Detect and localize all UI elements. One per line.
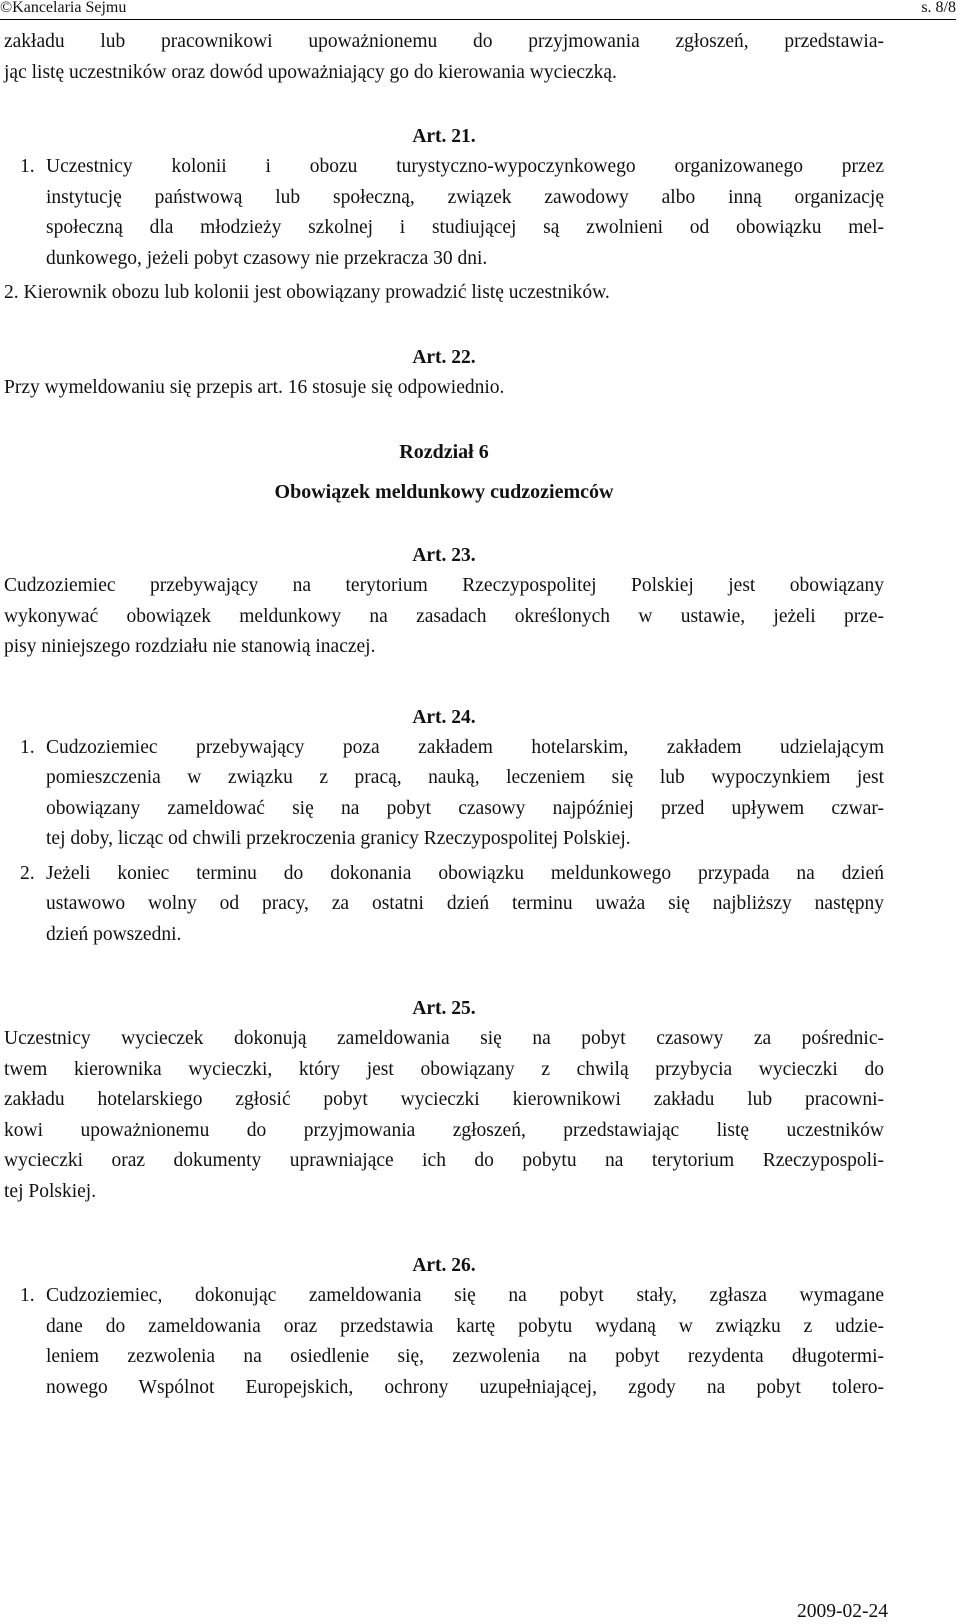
text-line: tej doby, licząc od chwili przekroczenia granicy Rzeczypospolitej Polskiej. bbox=[46, 828, 631, 849]
text-line: tej Polskiej. bbox=[4, 1180, 97, 1202]
footer-date: 2009-02-24 bbox=[797, 1601, 888, 1622]
header-page-number: s. 8/8 bbox=[921, 0, 956, 16]
paragraph-number: 2. bbox=[4, 282, 19, 303]
text-line: Cudzoziemiec przebywający poza zakładem hotelarskim, zakładem udzielającym bbox=[46, 736, 884, 758]
paragraph-number: 1. bbox=[20, 156, 35, 177]
paragraph-number: 1. bbox=[20, 736, 35, 758]
article-22-text bbox=[4, 373, 884, 404]
article-24-paragraph-2 bbox=[4, 859, 884, 951]
article-heading: Art. 23. bbox=[412, 545, 476, 566]
paragraph-number: 2. bbox=[20, 862, 35, 884]
article-heading: Art. 24. bbox=[412, 706, 476, 728]
article-21-paragraph-1 bbox=[4, 152, 884, 274]
header-rule bbox=[0, 19, 956, 20]
chapter-title: Obowiązek meldunkowy cudzoziemców bbox=[274, 481, 614, 503]
text-line: leniem zezwolenia na osiedlenie się, zezwolenia na pobyt rezydenta długotermi- bbox=[46, 1346, 884, 1367]
text-line: dzień powszedni. bbox=[46, 923, 182, 945]
text-line: zakładu hotelarskiego zgłosić pobyt wycieczki kierownikowi zakładu lub pracowni- bbox=[4, 1089, 884, 1110]
text-line: dane do zameldowania oraz przedstawia kartę pobytu wydaną w związku z udzie- bbox=[46, 1315, 884, 1337]
text-line: obowiązany zameldować się na pobyt czasowy najpóźniej przed upływem czwar- bbox=[46, 797, 884, 819]
article-heading: Art. 22. bbox=[412, 346, 476, 368]
text-line: Przy wymeldowaniu się przepis art. 16 stosuje się odpowiednio. bbox=[4, 376, 505, 398]
text-line: instytucję państwową lub społeczną, związek zawodowy albo inną organizację bbox=[46, 186, 884, 208]
text-line: zakładu lub pracownikowi upoważnionemu do przyjmowania zgłoszeń, przedstawia- bbox=[4, 31, 884, 52]
article-26-paragraph-1 bbox=[4, 1281, 884, 1403]
text-line: pisy niniejszego rozdziału nie stanowią inaczej. bbox=[4, 636, 376, 657]
article-24-paragraph-1 bbox=[4, 733, 884, 855]
article-heading: Art. 26. bbox=[412, 1255, 476, 1276]
text-line: kowi upoważnionemu do przyjmowania zgłoszeń, przedstawiając listę uczestników bbox=[4, 1119, 884, 1141]
text-line: Uczestnicy wycieczek dokonują zameldowania się na pobyt czasowy za pośrednic- bbox=[4, 1028, 884, 1049]
text-line: nowego Wspólnot Europejskich, ochrony uzupełniającej, zgody na pobyt tolero- bbox=[46, 1376, 884, 1398]
text-line: Jeżeli koniec terminu do dokonania obowiązku meldunkowego przypada na dzień bbox=[46, 862, 884, 884]
intro-paragraph bbox=[4, 27, 884, 88]
article-heading: Art. 25. bbox=[412, 998, 476, 1019]
article-23-text bbox=[4, 571, 884, 663]
text-line: społeczną dla młodzieży szkolnej i studiującej są zwolnieni od obowiązku mel- bbox=[46, 217, 884, 238]
text-line: dunkowego, jeżeli pobyt czasowy nie przekracza 30 dni. bbox=[46, 247, 488, 269]
article-21-paragraph-2 bbox=[4, 278, 884, 309]
document-body bbox=[4, 27, 884, 1403]
text-line: wycieczki oraz dokumenty uprawniające ich do pobytu na terytorium Rzeczypospoli- bbox=[4, 1150, 884, 1171]
header-source: ©Kancelaria Sejmu bbox=[0, 0, 127, 16]
text-line: jąc listę uczestników oraz dowód upoważniający go do kierowania wycieczką. bbox=[4, 61, 617, 83]
text-line: Uczestnicy kolonii i obozu turystyczno-wypoczynkowego organizowanego przez bbox=[46, 156, 884, 177]
text-line: 2. Kierownik obozu lub kolonii jest obowiązany prowadzić listę uczestników. bbox=[4, 282, 610, 303]
paragraph-number: 1. bbox=[20, 1285, 35, 1306]
text-line: Cudzoziemiec, dokonując zameldowania się na pobyt stały, zgłasza wymagane bbox=[46, 1285, 884, 1306]
chapter-number: Rozdział 6 bbox=[399, 441, 489, 463]
text-line: Cudzoziemiec przebywający na terytorium Rzeczypospolitej Polskiej jest obowiązany bbox=[4, 575, 884, 596]
text-line: wykonywać obowiązek meldunkowy na zasadach określonych w ustawie, jeżeli prze- bbox=[4, 605, 884, 627]
text-line: pomieszczenia w związku z pracą, nauką, leczeniem się lub wypoczynkiem jest bbox=[46, 767, 884, 788]
text-line: twem kierownika wycieczki, który jest obowiązany z chwilą przybycia wycieczki do bbox=[4, 1058, 884, 1080]
text-line: ustawowo wolny od pracy, za ostatni dzień terminu uważa się najbliższy następny bbox=[46, 893, 884, 914]
article-25-text bbox=[4, 1024, 884, 1207]
article-heading: Art. 21. bbox=[412, 126, 476, 147]
